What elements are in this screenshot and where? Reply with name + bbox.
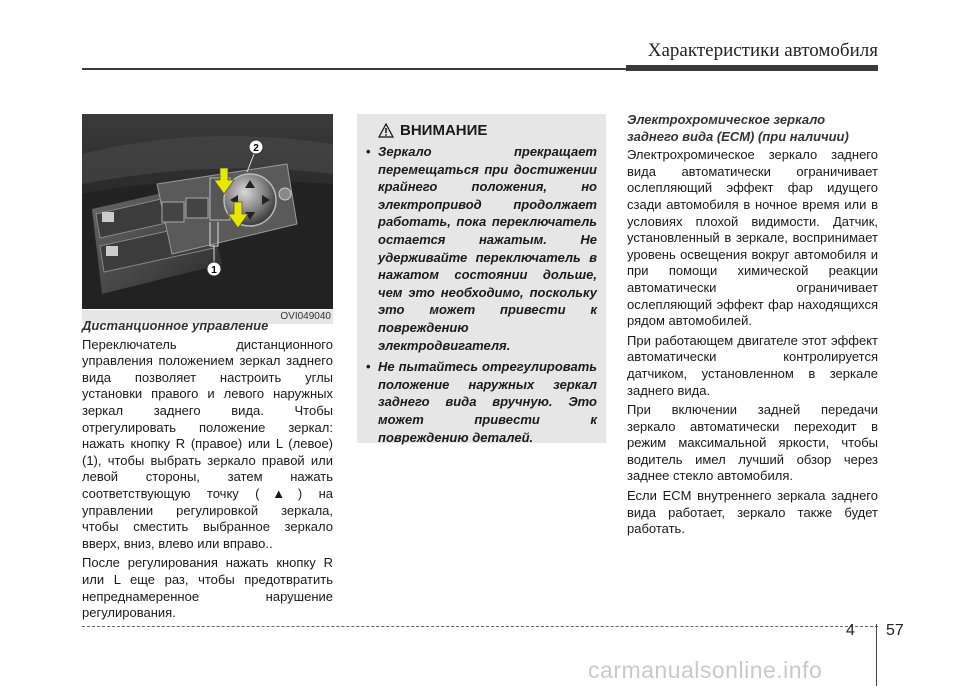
page-header-title: Характеристики автомобиля: [647, 40, 878, 61]
warning-box: [357, 114, 606, 443]
paragraph: Переключатель дистанционного управления положением зеркал заднего вида позволяет настроить углы установки правого и левого наружных зеркал заднего вида. Чтобы отрегулировать положение зеркал: нажать кнопку R (правое) или L (левое) (1), чтобы выбрать зеркало правой или левой стороны, затем нажать соответствующую точку (▲) на управлении регулировкой зеркала, чтобы сместить выбранное зеркало вверх, вниз, влево или вправо..: [82, 336, 333, 551]
page-number: 57: [886, 622, 904, 639]
paragraph: При работающем двигателе этот эффект автоматически контролируется датчиком, установленном в зеркале заднего вида.: [627, 332, 878, 398]
right-column: [627, 112, 878, 541]
section-heading: Электрохромическое зеркало заднего вида (ECM) (при наличии): [627, 112, 849, 144]
callout-2: 2: [253, 143, 259, 154]
warning-title: ВНИМАНИЕ: [400, 122, 488, 139]
page-number-divider: [876, 624, 877, 686]
warning-item: [366, 358, 597, 446]
bullet-icon: •: [366, 144, 371, 159]
section-number: 4: [846, 622, 855, 639]
paragraph: Если ECM внутреннего зеркала заднего вида работает, зеркало также будет работать.: [627, 488, 878, 537]
paragraph: При включении задней передачи зеркало автоматически переходит в режим максимальной яркости, чтобы водитель имел лучший обзор через заднее стекло автомобиля.: [627, 402, 878, 484]
paragraph: После регулирования нажать кнопку R или L еще раз, чтобы предотвратить непреднамеренное нарушение регулирования.: [82, 555, 333, 621]
warning-header: [378, 122, 597, 139]
header-rule-accent: [626, 65, 878, 71]
paragraph: Электрохромическое зеркало заднего вида автоматически ограничивает ослепляющий эффект фар идущего сзади автомобиля в ночное время или в условиях плохой видимости. Датчик, установленный в зеркале, воспринимает уровень освещения вокруг автомобиля и при помощи химической реакции автоматически ограничивает ослепляющий эффект фар находящихся рядом автомобилей.: [627, 147, 878, 329]
watermark: carmanualsonline.info: [588, 657, 823, 683]
callout-1: 1: [211, 265, 217, 276]
warning-triangle-icon: [378, 123, 394, 138]
footer-rule: [82, 626, 878, 627]
warning-item: [366, 143, 597, 354]
left-column: [82, 318, 333, 625]
warning-item-text: Зеркало прекращает перемещаться при достижении крайнего положения, но электропривод продолжает работать, пока переключатель остается нажатым. Не удерживайте переключатель в нажатом состоянии дольше, чем это необходимо, поскольку это может привести к повреждению электродвигателя.: [378, 144, 597, 353]
mirror-control-photo: [82, 114, 333, 309]
bullet-icon: •: [366, 359, 371, 375]
warning-item-text: Не пытайтесь отрегулировать положение наружных зеркал заднего вида вручную. Это может привести к повреждению деталей.: [378, 359, 597, 445]
section-heading: Дистанционное управление: [82, 318, 269, 333]
figure-code: OVI049040: [82, 310, 333, 324]
